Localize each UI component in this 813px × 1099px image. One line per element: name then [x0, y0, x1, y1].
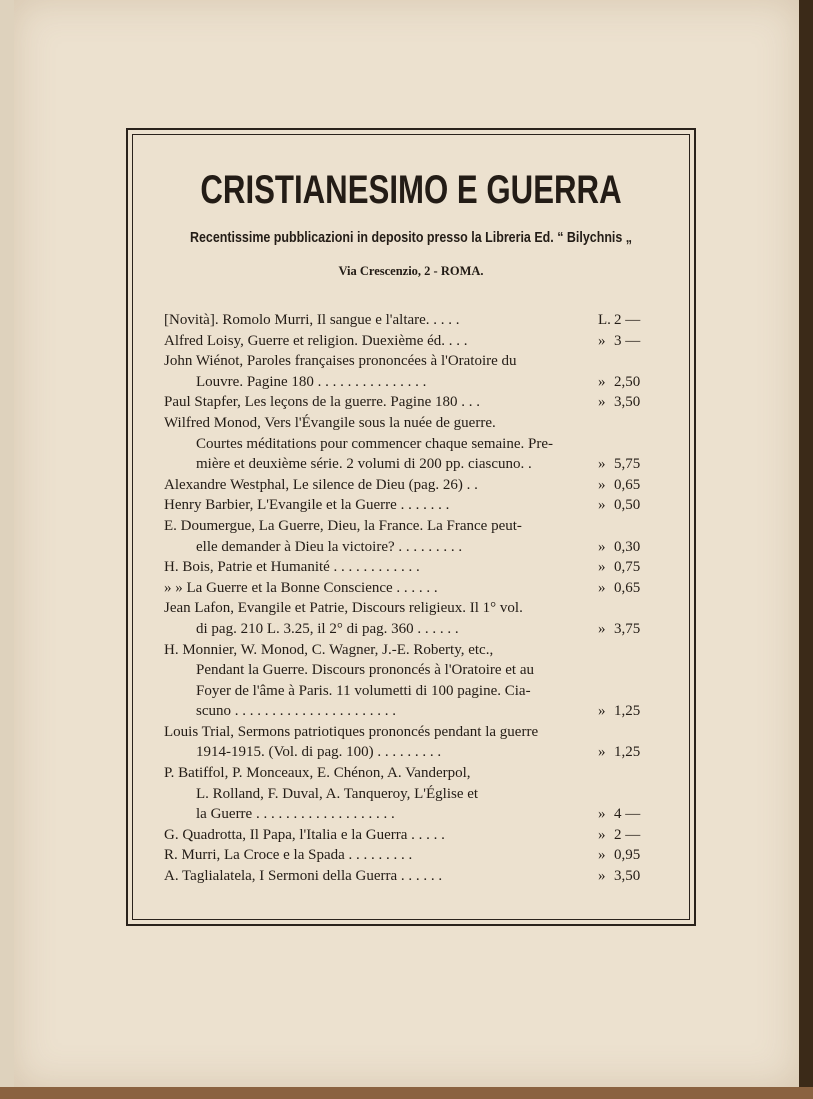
entry-price — [598, 825, 658, 846]
price-currency-mark: » — [598, 456, 606, 473]
entry-price — [598, 454, 658, 475]
publication-entry — [164, 475, 658, 496]
entry-text-line: H. Bois, Patrie et Humanité . . . . . . . . . . . . — [164, 559, 420, 576]
price-currency-mark: » — [598, 620, 606, 637]
publication-entry — [164, 310, 658, 331]
price-currency-mark: » — [598, 497, 606, 514]
entry-text-line: Foyer de l'âme à Paris. 11 volumetti di 100 pagine. Cia- — [196, 682, 531, 699]
page-title: CRISTIANESIMO E GUERRA — [200, 168, 622, 212]
entry-price — [598, 845, 658, 866]
publication-entry — [164, 351, 658, 392]
price-currency-mark: » — [598, 579, 606, 596]
price-currency-mark: » — [598, 538, 606, 555]
publication-entry — [164, 495, 658, 516]
entry-text-line: Paul Stapfer, Les leçons de la guerre. Pagine 180 . . . — [164, 394, 480, 411]
entry-text-line: » » La Guerre et la Bonne Conscience . . . . . . — [164, 579, 438, 596]
entry-text-line: elle demander à Dieu la victoire? . . . . . . . . . — [196, 538, 463, 555]
entry-price — [598, 578, 658, 599]
price-value: 0,65 — [614, 476, 641, 493]
entry-text-line: Wilfred Monod, Vers l'Évangile sous la nuée de guerre. — [164, 414, 496, 431]
entry-price — [598, 537, 658, 558]
price-currency-mark: » — [598, 806, 606, 823]
price-currency-mark: » — [598, 373, 606, 390]
price-currency-mark: » — [598, 868, 606, 885]
page-right-edge — [799, 0, 813, 1099]
price-value: 1,25 — [614, 744, 641, 761]
entry-price — [598, 619, 658, 640]
publication-entry — [164, 763, 658, 825]
price-currency-mark: » — [598, 826, 606, 843]
price-value: 0,65 — [614, 579, 641, 596]
entry-text-line: 1914-1915. (Vol. di pag. 100) . . . . . . . . . — [196, 744, 442, 761]
entry-text-line: G. Quadrotta, Il Papa, l'Italia e la Guerra . . . . . — [164, 826, 445, 843]
publication-entry — [164, 640, 658, 722]
entry-price — [598, 495, 658, 516]
publication-entry — [164, 722, 658, 763]
price-currency-mark: » — [598, 703, 606, 720]
price-currency-mark: » — [598, 744, 606, 761]
entry-text-line: John Wiénot, Paroles françaises prononcées à l'Oratoire du — [164, 353, 517, 370]
page-subtitle: Recentissime pubblicazioni in deposito presso la Libreria Ed. “ Bilychnis „ — [189, 230, 633, 246]
entry-price — [598, 701, 658, 722]
entry-price — [598, 331, 658, 352]
publication-entry — [164, 845, 658, 866]
entry-text-line: Louis Trial, Sermons patriotiques prononcés pendant la guerre — [164, 723, 539, 740]
entry-price — [598, 866, 658, 887]
publication-entry — [164, 598, 658, 639]
entry-text-line: P. Batiffol, P. Monceaux, E. Chénon, A. Vanderpol, — [164, 765, 471, 782]
entry-text-line: Louvre. Pagine 180 . . . . . . . . . . . . . . . — [196, 373, 427, 390]
price-value: 2 — — [614, 312, 641, 328]
price-currency-mark: » — [598, 847, 606, 864]
entry-text-line: L. Rolland, F. Duval, A. Tanqueroy, L'Église et — [196, 785, 479, 802]
price-value: 3 — — [614, 332, 641, 349]
entry-text-line: Courtes méditations pour commencer chaque semaine. Pre- — [196, 435, 553, 452]
price-currency-mark: » — [598, 394, 606, 411]
publication-list — [164, 310, 658, 887]
price-currency-mark: » — [598, 332, 606, 349]
entry-price — [598, 475, 658, 496]
entry-text-line: R. Murri, La Croce e la Spada . . . . . . . . . — [164, 847, 413, 864]
publisher-address: Via Crescenzio, 2 - ROMA. — [338, 264, 484, 278]
entry-price — [598, 742, 658, 763]
entry-text-line: Jean Lafon, Evangile et Patrie, Discours religieux. Il 1° vol. — [164, 600, 523, 617]
entry-text-line: scuno . . . . . . . . . . . . . . . . . . . . . . — [196, 703, 396, 720]
publication-entry — [164, 825, 658, 846]
price-value: 0,30 — [614, 538, 641, 555]
entry-price — [598, 310, 658, 331]
entry-text-line: H. Monnier, W. Monod, C. Wagner, J.-E. Roberty, etc., — [164, 641, 494, 658]
price-value: 3,50 — [614, 868, 641, 885]
entry-price — [598, 804, 658, 825]
publication-entry — [164, 413, 658, 475]
price-value: 4 — — [614, 806, 641, 823]
entry-text-line: Pendant la Guerre. Discours prononcés à l'Oratoire et au — [196, 662, 534, 679]
advertisement-frame — [126, 128, 696, 926]
price-value: 3,50 — [614, 394, 641, 411]
entry-text-line: di pag. 210 L. 3.25, il 2° di pag. 360 . . . . . . — [196, 620, 459, 637]
publication-entry — [164, 866, 658, 887]
publication-entry — [164, 578, 658, 599]
entry-text-line: A. Taglialatela, I Sermoni della Guerra . . . . . . — [164, 868, 443, 885]
publication-entry — [164, 392, 658, 413]
price-value: 2,50 — [614, 373, 641, 390]
publication-entry — [164, 331, 658, 352]
entry-text-line: Henry Barbier, L'Evangile et la Guerre . . . . . . . — [164, 497, 450, 514]
price-currency-mark: » — [598, 476, 606, 493]
entry-text-line: E. Doumergue, La Guerre, Dieu, la France. La France peut- — [164, 517, 522, 534]
price-value: 1,25 — [614, 703, 641, 720]
page-bottom-edge — [0, 1087, 813, 1099]
entry-text-line: [Novità]. Romolo Murri, Il sangue e l'altare. . . . . — [164, 312, 460, 328]
price-value: 0,95 — [614, 847, 641, 864]
publication-entry — [164, 516, 658, 557]
price-currency-mark: L. — [598, 312, 611, 328]
entry-text-line: la Guerre . . . . . . . . . . . . . . . . . . . — [196, 806, 395, 823]
publication-entry — [164, 557, 658, 578]
entry-price — [598, 372, 658, 393]
price-value: 5,75 — [614, 456, 641, 473]
page-spine — [0, 0, 15, 1099]
price-value: 0,75 — [614, 559, 641, 576]
price-value: 2 — — [614, 826, 641, 843]
entry-text-line: mière et deuxième série. 2 volumi di 200 pp. ciascuno. . — [196, 456, 532, 473]
price-currency-mark: » — [598, 559, 606, 576]
price-value: 3,75 — [614, 620, 641, 637]
entry-text-line: Alfred Loisy, Guerre et religion. Duexième éd. . . . — [164, 332, 468, 349]
entry-text-line: Alexandre Westphal, Le silence de Dieu (pag. 26) . . — [164, 476, 478, 493]
entry-price — [598, 392, 658, 413]
price-value: 0,50 — [614, 497, 641, 514]
entry-price — [598, 557, 658, 578]
